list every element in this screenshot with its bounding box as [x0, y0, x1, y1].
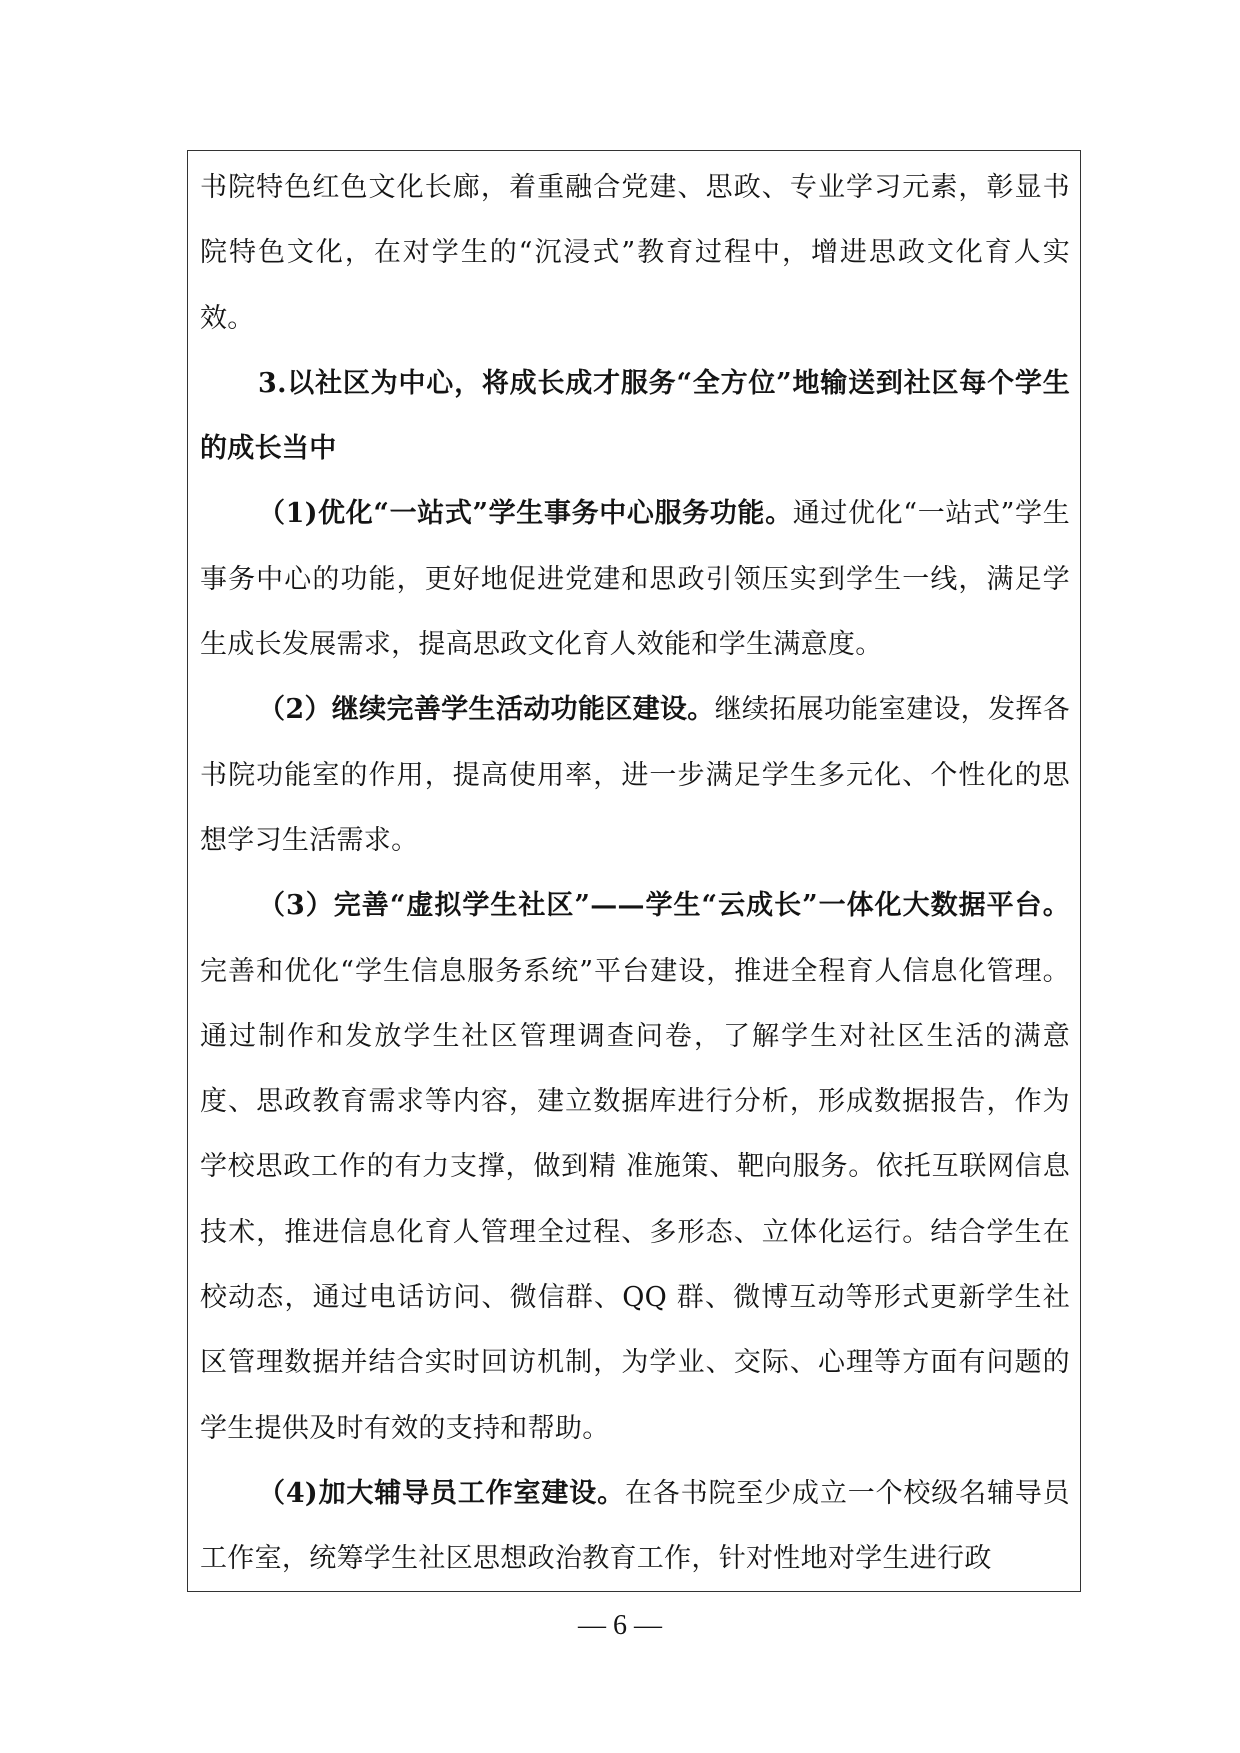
item-3-text: 完善和优化“学生信息服务系统”平台建设，推进全程育人信息化管理。通过制作和发放学生社区管理调查问卷，了解学生对社区生活的满意度、思政教育需求等内容，建立数据库进行分析，形成数据报告，作为学校思政工作的有力支撑，做到精 准施策、靶向服务。依托互联网信息技术，推进信息化育人管理全过程、多形态、立体化运行。结合学生在校动态，通过电话访问、微信群、QQ 群、微博互动等形式更新学生社区管理数据并结合实时回访机制，为学业、交际、心理等方面有问题的学生提供及时有效的支持和帮助。: [200, 955, 1070, 1444]
section-heading-3: [200, 351, 1070, 482]
page-number: — 6 —: [578, 1610, 662, 1641]
item-4-lead: （4)加大辅导员工作室建设。: [258, 1477, 625, 1509]
section-heading-text: 3.以社区为中心，将成长成才服务“全方位”地输送到社区每个学生的成长当中: [200, 367, 1070, 465]
paragraph-text: 书院特色红色文化长廊，着重融合党建、思政、专业学习元素，彰显书院特色文化，在对学生的“沉浸式”教育过程中，增进思政文化育人实效。: [200, 172, 1070, 334]
document-body: [200, 155, 1070, 1592]
item-1-lead: （1)优化“一站式”学生事务中心服务功能。: [258, 498, 793, 530]
item-1-text: 通过优化“一站式”学生事务中心的功能，更好地促进党建和思政引领压实到学生一线，满足学生成长发展需求，提高思政文化育人效能和学生满意度。: [200, 498, 1070, 661]
item-2-lead: （2）继续完善学生活动功能区建设。: [258, 694, 715, 726]
paragraph-item-4: [200, 1461, 1070, 1592]
paragraph-item-1: [200, 481, 1070, 677]
item-4-text: 在各书院至少成立一个校级名辅导员工作室，统筹学生社区思想政治教育工作，针对性地对学生进行政: [200, 1477, 1070, 1575]
item-2-text: 继续拓展功能室建设，发挥各书院功能室的作用，提高使用率，进一步满足学生多元化、个性化的思想学习生活需求。: [200, 694, 1070, 856]
paragraph-item-2: [200, 677, 1070, 873]
paragraph-continuation: [200, 155, 1070, 351]
item-3-lead: （3）完善“虚拟学生社区”——学生“云成长”一体化大数据平台。: [258, 890, 1070, 922]
paragraph-item-3: [200, 873, 1070, 1461]
